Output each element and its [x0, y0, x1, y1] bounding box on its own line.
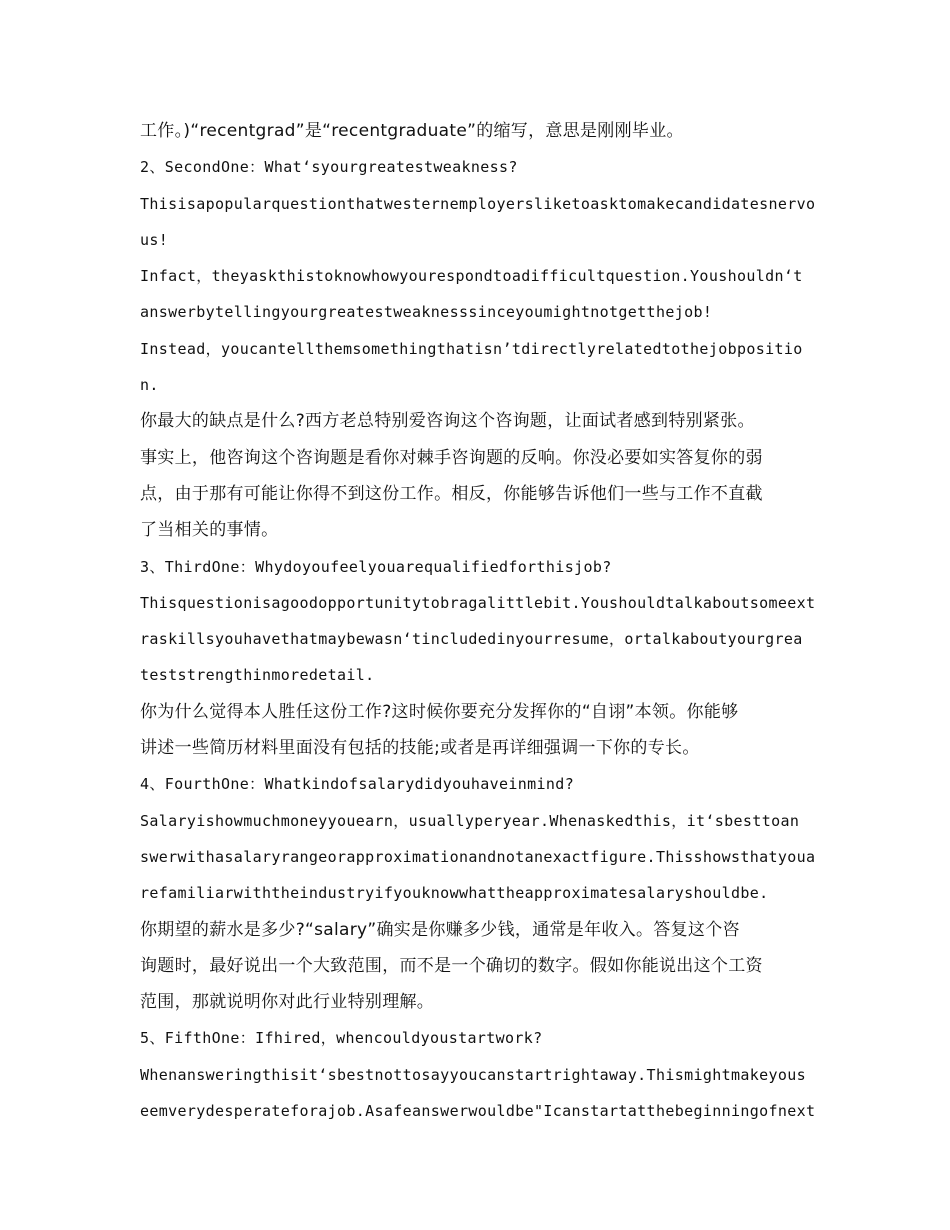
text-line: Whenansweringthisit‘sbestnottosayyoucanstartrightaway.Thismightmakeyous	[140, 1065, 807, 1084]
text-line: 事实上，他咨询这个咨询题是看你对棘手咨询题的反响。你没必要如实答复你的弱	[140, 447, 763, 468]
question-heading: 4、FourthOne：Whatkindofsalarydidyouhaveinmind?	[140, 775, 575, 794]
question-heading: 2、SecondOne：What‘syourgreatestweakness?	[140, 158, 518, 177]
text-line: answerbytellingyourgreatestweaknesssinceyoumightnotgetthejob!	[140, 303, 713, 322]
text-line: n.	[140, 376, 159, 395]
text-line: 你期望的薪水是多少?“salary”确实是你赚多少钱，通常是年收入。答复这个咨	[140, 919, 740, 940]
text-line: teststrengthinmoredetail.	[140, 666, 375, 685]
text-line: 询题时，最好说出一个大致范围，而不是一个确切的数字。假如你能说出这个工资	[140, 955, 763, 976]
text-line: refamiliarwiththeindustryifyouknowwhattheapproximatesalaryshouldbe.	[140, 884, 769, 903]
text-line: eemverydesperateforajob.Asafeanswerwouldbe"Icanstartatthebeginningofnext	[140, 1102, 815, 1121]
text-line: Thisisapopularquestionthatwesternemployersliketoasktomakecandidatesnervo	[140, 194, 815, 213]
document-body	[140, 113, 815, 1129]
text-line: 范围，那就说明你对此行业特别理解。	[140, 992, 435, 1013]
text-line: Infact，theyaskthistoknowhowyourespondtoadifficultquestion.Youshouldn‘t	[140, 267, 803, 286]
text-line: 了当相关的事情。	[140, 520, 279, 541]
text-line: 你为什么觉得本人胜任这份工作?这时候你要充分发挥你的“自诩”本领。你能够	[140, 701, 739, 722]
text-line: swerwithasalaryrangeorapproximationandnotanexactfigure.Thisshowsthatyoua	[140, 847, 815, 866]
question-heading: 5、FifthOne：Ifhired，whencouldyoustartwork?	[140, 1029, 543, 1048]
text-line: 工作。)“recentgrad”是“recentgraduate”的缩写，意思是刚刚毕业。	[140, 121, 684, 141]
text-line: raskillsyouhavethatmaybewasn‘tincludedinyourresume，ortalkaboutyourgrea	[140, 630, 803, 649]
text-line: Salaryishowmuchmoneyyouearn，usuallyperyear.Whenaskedthis，it‘sbesttoan	[140, 811, 800, 830]
text-line: 你最大的缺点是什么?西方老总特别爱咨询这个咨询题，让面试者感到特别紧张。	[140, 411, 755, 432]
text-line: Thisquestionisagoodopportunitytobragalittlebit.Youshouldtalkaboutsomeext	[140, 593, 815, 612]
text-line: Instead，youcantellthemsomethingthatisn’tdirectlyrelatedtothejobpositio	[140, 339, 803, 358]
text-line: 点，由于那有可能让你得不到这份工作。相反，你能够告诉他们一些与工作不直截	[140, 483, 763, 504]
question-heading: 3、ThirdOne：Whydoyoufeelyouarequalifiedforthisjob?	[140, 557, 612, 576]
text-line: us!	[140, 230, 169, 249]
text-line: 讲述一些简历材料里面没有包括的技能;或者是再详细强调一下你的专长。	[140, 738, 700, 759]
